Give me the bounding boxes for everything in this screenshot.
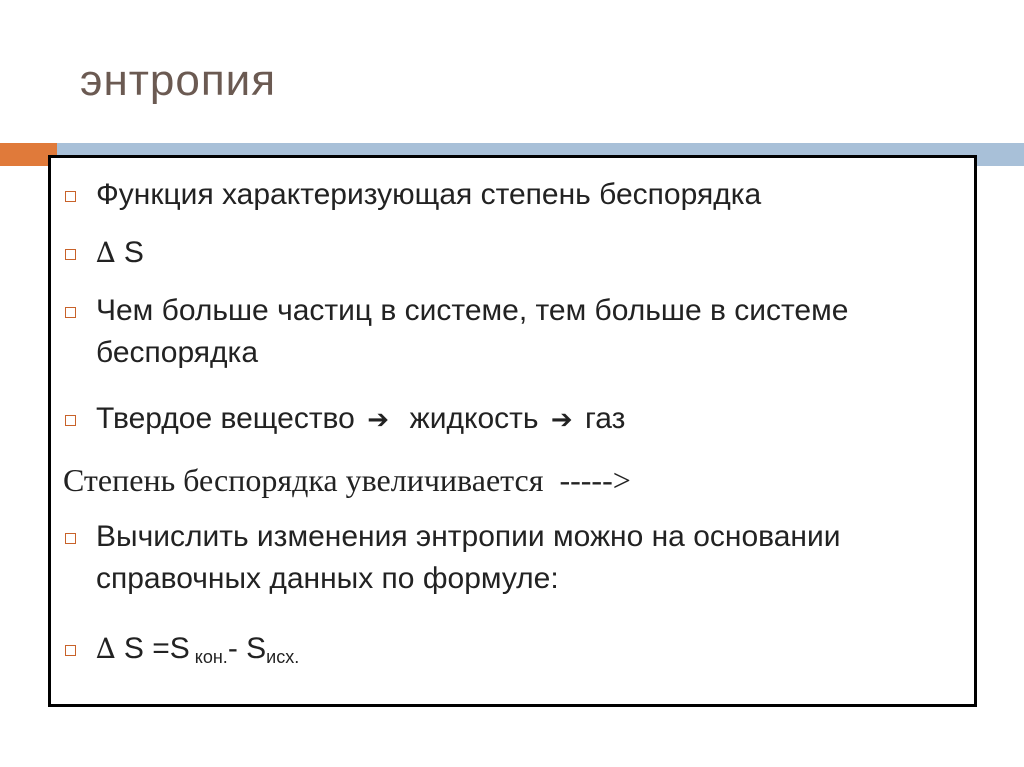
arrow-right-icon: ➔: [367, 405, 389, 435]
bullet-item: [65, 398, 945, 441]
square-bullet-icon: [65, 249, 76, 260]
state-liquid: жидкость: [409, 402, 539, 435]
state-gas: газ: [585, 402, 626, 435]
bullet-text: Вычислить изменения энтропии можно на основании справочных данных по формуле:: [96, 520, 841, 595]
entropy-formula: [96, 628, 945, 678]
bullet-item: [65, 628, 945, 678]
bullet-item: [65, 232, 945, 274]
square-bullet-icon: [65, 533, 76, 544]
bullet-text: Функция характеризующая степень беспорядка: [96, 178, 762, 211]
subscript-final: кон.: [189, 647, 228, 667]
square-bullet-icon: [65, 415, 76, 426]
delta-symbol: ∆: [96, 632, 116, 665]
slide-title: энтропия: [80, 56, 277, 105]
square-bullet-icon: [65, 307, 76, 318]
formula-part: S =S: [115, 632, 190, 665]
content-box: [48, 155, 977, 707]
delta-symbol: ∆: [96, 236, 116, 269]
bullet-text: Чем больше частиц в системе, тем больше в системе беспорядка: [96, 294, 849, 369]
bullet-item: [65, 174, 945, 216]
bullet-text: [96, 398, 945, 441]
bullet-item: [65, 516, 945, 600]
square-bullet-icon: [65, 645, 76, 656]
disorder-increase-note: Степень беспорядка увеличивается ----->: [63, 462, 631, 498]
bullet-text: [96, 232, 945, 274]
formula-part: - S: [227, 632, 267, 665]
subscript-initial: исх.: [266, 647, 300, 667]
square-bullet-icon: [65, 191, 76, 202]
bullet-item: [65, 290, 945, 374]
entropy-symbol: S: [115, 236, 144, 269]
arrow-right-icon: ➔: [550, 405, 573, 435]
state-solid: Твердое вещество: [96, 402, 355, 435]
